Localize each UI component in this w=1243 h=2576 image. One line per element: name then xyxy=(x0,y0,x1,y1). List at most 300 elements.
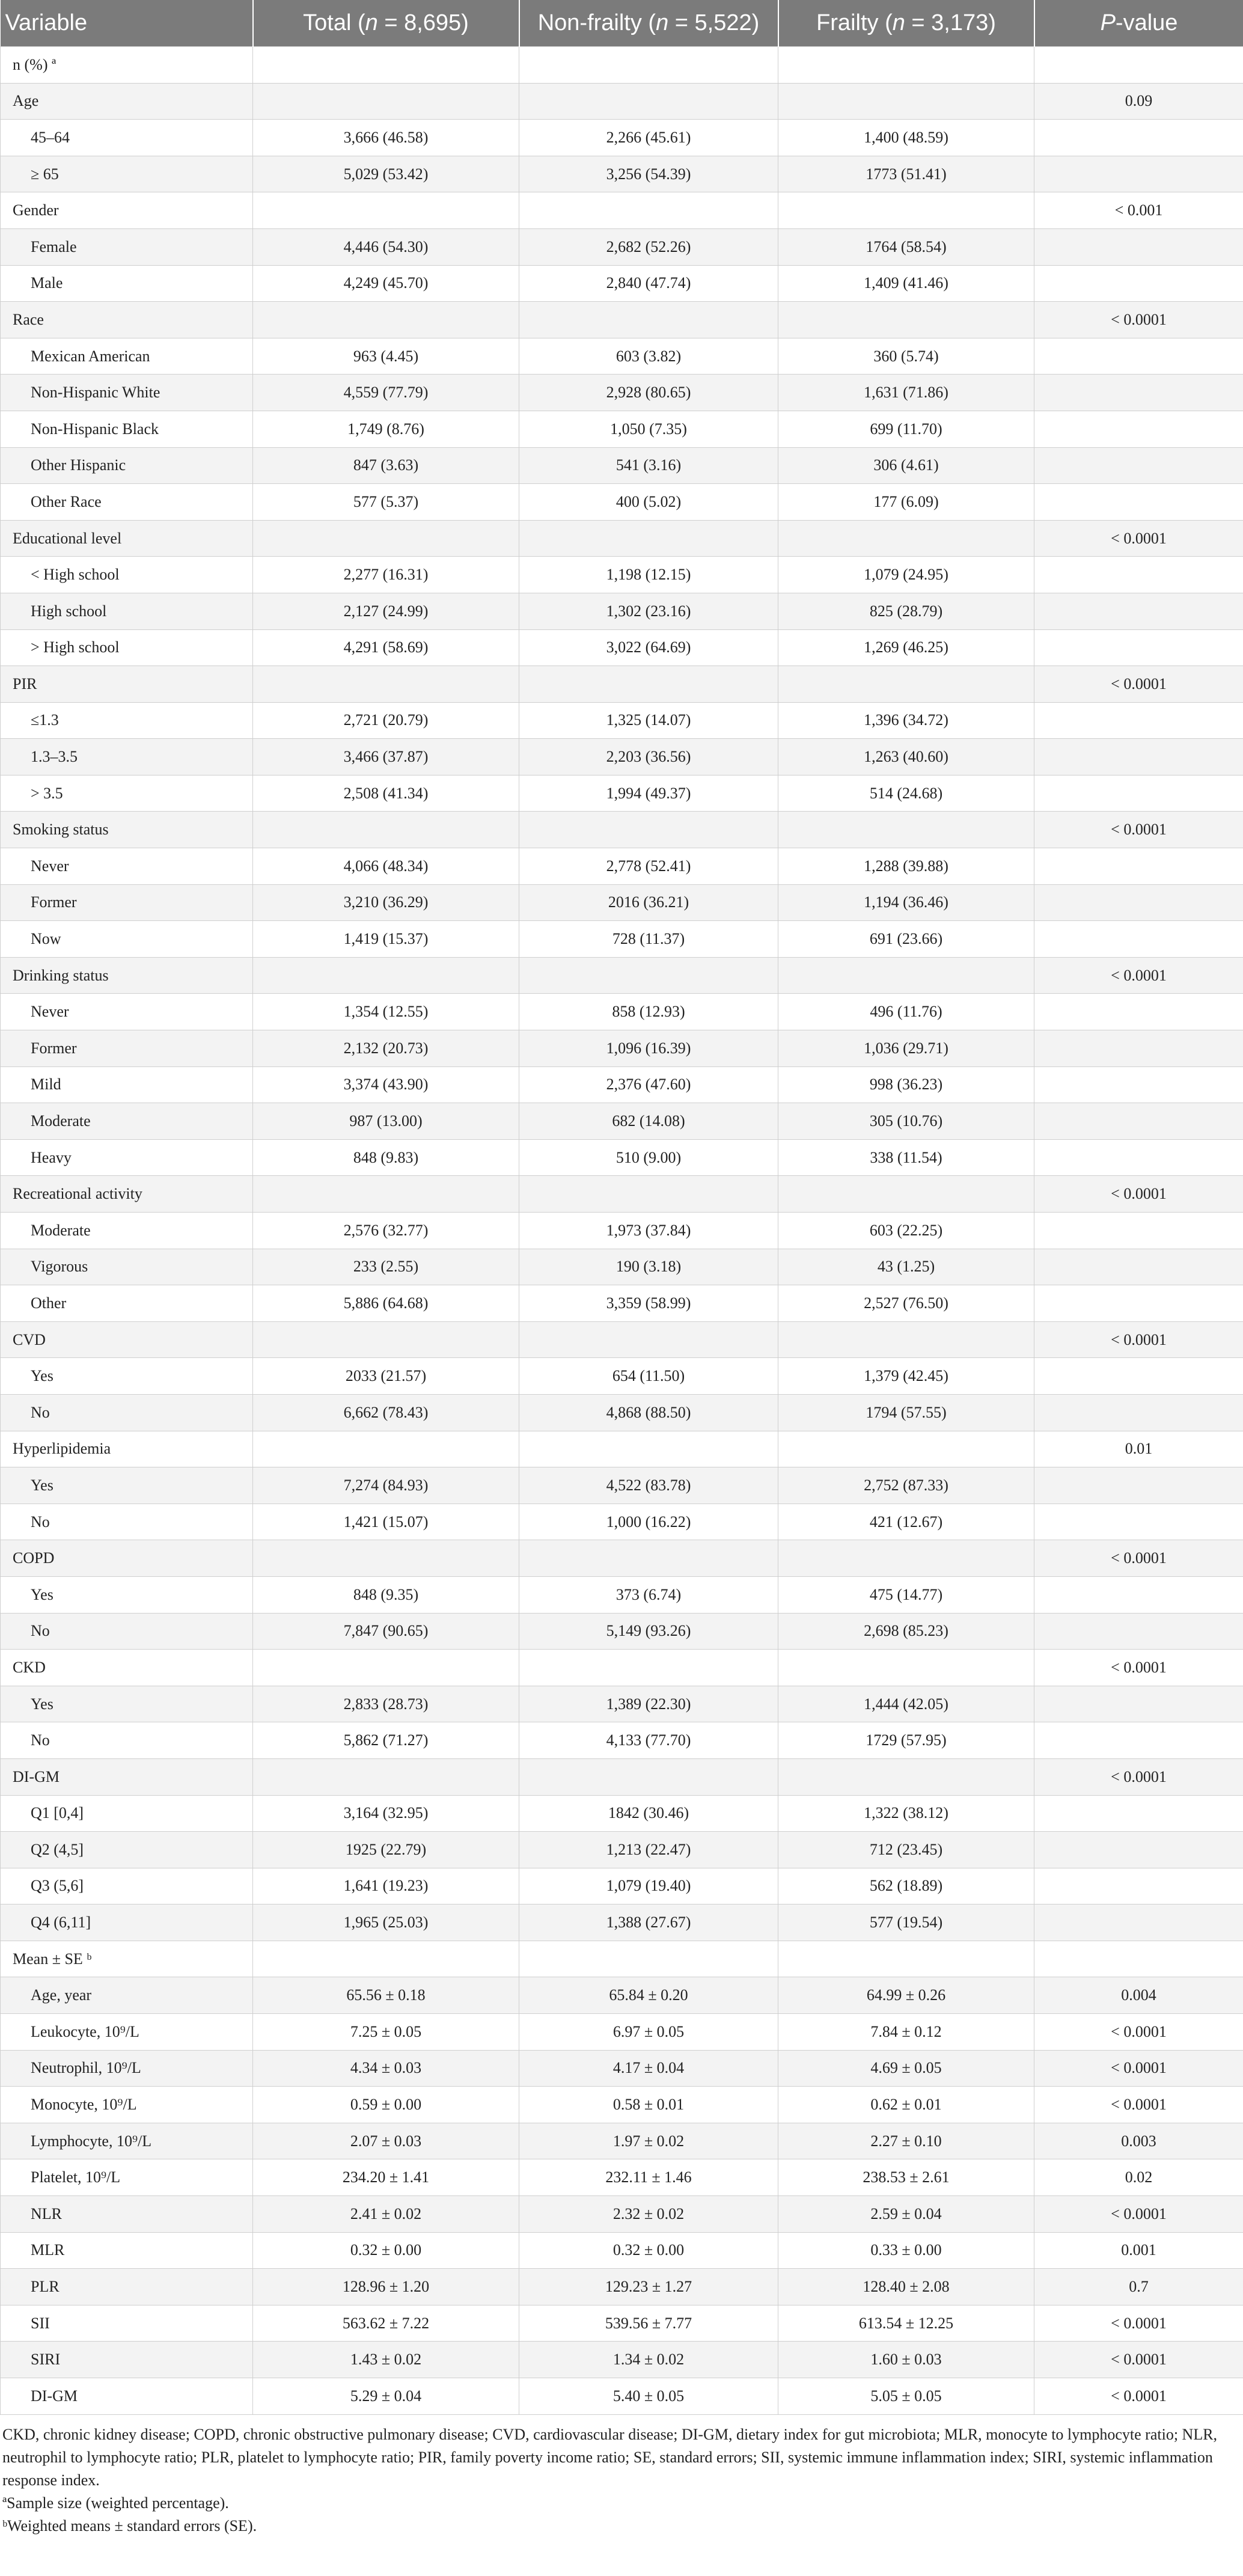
cell-total: 3,374 (43.90) xyxy=(253,1066,519,1103)
cell-p-value: < 0.001 xyxy=(1034,192,1243,229)
cell-frailty: 2,527 (76.50) xyxy=(778,1285,1034,1322)
cell-variable: Smoking status xyxy=(1,812,253,848)
cell-frailty: 1,036 (29.71) xyxy=(778,1030,1034,1067)
cell-non-frailty xyxy=(519,302,778,338)
footnote-a: ªSample size (weighted percentage). xyxy=(2,2494,229,2512)
cell-frailty: 577 (19.54) xyxy=(778,1904,1034,1941)
cell-p-value: < 0.0001 xyxy=(1034,2196,1243,2233)
cell-total: 3,666 (46.58) xyxy=(253,120,519,156)
cell-total: 3,210 (36.29) xyxy=(253,884,519,921)
cell-non-frailty: 1,096 (16.39) xyxy=(519,1030,778,1067)
cell-non-frailty: 858 (12.93) xyxy=(519,994,778,1030)
cell-frailty: 562 (18.89) xyxy=(778,1868,1034,1904)
cell-frailty xyxy=(778,47,1034,84)
cell-variable: Q3 (5,6] xyxy=(1,1868,253,1904)
cell-non-frailty: 1,325 (14.07) xyxy=(519,702,778,739)
table-row xyxy=(1,156,1243,192)
table-footnotes xyxy=(0,2423,1237,2538)
cell-total: 1,354 (12.55) xyxy=(253,994,519,1030)
cell-non-frailty: 4,522 (83.78) xyxy=(519,1467,778,1504)
cell-p-value: < 0.0001 xyxy=(1034,666,1243,703)
cell-frailty: 691 (23.66) xyxy=(778,921,1034,958)
cell-variable: PLR xyxy=(1,2269,253,2305)
cell-p-value xyxy=(1034,557,1243,593)
table-row xyxy=(1,265,1243,302)
cell-frailty: 1773 (51.41) xyxy=(778,156,1034,192)
cell-non-frailty: 6.97 ± 0.05 xyxy=(519,2014,778,2051)
cell-variable: Neutrophil, 10⁹/L xyxy=(1,2050,253,2087)
table-row xyxy=(1,1613,1243,1650)
cell-non-frailty: 190 (3.18) xyxy=(519,1249,778,1285)
cell-non-frailty xyxy=(519,666,778,703)
cell-frailty xyxy=(778,1941,1034,1977)
cell-frailty: 2,752 (87.33) xyxy=(778,1467,1034,1504)
cell-total: 987 (13.00) xyxy=(253,1103,519,1140)
cell-p-value xyxy=(1034,1941,1243,1977)
cell-non-frailty xyxy=(519,1321,778,1358)
cell-non-frailty xyxy=(519,1941,778,1977)
cell-total: 1925 (22.79) xyxy=(253,1832,519,1868)
cell-frailty: 613.54 ± 12.25 xyxy=(778,2305,1034,2342)
cell-p-value xyxy=(1034,1686,1243,1722)
cell-p-value: 0.09 xyxy=(1034,83,1243,120)
cell-frailty: 1.60 ± 0.03 xyxy=(778,2342,1034,2378)
cell-frailty: 5.05 ± 0.05 xyxy=(778,2378,1034,2415)
cell-non-frailty: 2,376 (47.60) xyxy=(519,1066,778,1103)
cell-p-value: 0.003 xyxy=(1034,2123,1243,2159)
cell-variable: Race xyxy=(1,302,253,338)
cell-non-frailty: 1842 (30.46) xyxy=(519,1795,778,1832)
cell-variable: Q2 (4,5] xyxy=(1,1832,253,1868)
cell-p-value: < 0.0001 xyxy=(1034,2305,1243,2342)
cell-variable: 1.3–3.5 xyxy=(1,739,253,776)
cell-frailty: 2.59 ± 0.04 xyxy=(778,2196,1034,2233)
cell-variable: DI-GM xyxy=(1,1758,253,1795)
cell-frailty: 1,269 (46.25) xyxy=(778,629,1034,666)
cell-total: 577 (5.37) xyxy=(253,484,519,521)
table-row xyxy=(1,1394,1243,1431)
cell-total: 128.96 ± 1.20 xyxy=(253,2269,519,2305)
cell-variable: SII xyxy=(1,2305,253,2342)
cell-total: 2033 (21.57) xyxy=(253,1358,519,1395)
cell-non-frailty: 4.17 ± 0.04 xyxy=(519,2050,778,2087)
cell-total: 2.07 ± 0.03 xyxy=(253,2123,519,2159)
cell-non-frailty: 2,840 (47.74) xyxy=(519,265,778,302)
table-row-group-header xyxy=(1,1321,1243,1358)
table-row xyxy=(1,1576,1243,1613)
cell-variable: Mean ± SE ᵇ xyxy=(1,1941,253,1977)
cell-non-frailty: 1,050 (7.35) xyxy=(519,411,778,447)
cell-non-frailty xyxy=(519,957,778,994)
cell-frailty: 514 (24.68) xyxy=(778,775,1034,812)
cell-variable: Yes xyxy=(1,1467,253,1504)
table-row xyxy=(1,2342,1243,2378)
table-row-group-header xyxy=(1,666,1243,703)
cell-total: 848 (9.35) xyxy=(253,1576,519,1613)
cell-p-value xyxy=(1034,447,1243,484)
cell-p-value xyxy=(1034,775,1243,812)
cell-frailty: 712 (23.45) xyxy=(778,1832,1034,1868)
cell-total: 4,446 (54.30) xyxy=(253,228,519,265)
table-row xyxy=(1,1904,1243,1941)
cell-frailty xyxy=(778,957,1034,994)
table-row xyxy=(1,921,1243,958)
table-row xyxy=(1,629,1243,666)
cell-p-value xyxy=(1034,1904,1243,1941)
cell-frailty: 1794 (57.55) xyxy=(778,1394,1034,1431)
header-variable: Variable xyxy=(1,0,253,47)
cell-non-frailty: 2.32 ± 0.02 xyxy=(519,2196,778,2233)
table-row-group-header xyxy=(1,1431,1243,1467)
table-row xyxy=(1,2087,1243,2123)
cell-frailty: 1,194 (36.46) xyxy=(778,884,1034,921)
cell-total: 65.56 ± 0.18 xyxy=(253,1977,519,2014)
cell-frailty xyxy=(778,1540,1034,1577)
cell-frailty xyxy=(778,520,1034,557)
cell-p-value: < 0.0001 xyxy=(1034,1540,1243,1577)
cell-non-frailty: 2016 (36.21) xyxy=(519,884,778,921)
header-non-frailty: Non-frailty (n = 5,522) xyxy=(519,0,778,47)
cell-total xyxy=(253,1758,519,1795)
cell-non-frailty xyxy=(519,1758,778,1795)
cell-total: 4,291 (58.69) xyxy=(253,629,519,666)
cell-p-value xyxy=(1034,1103,1243,1140)
cell-p-value: < 0.0001 xyxy=(1034,2378,1243,2415)
cell-total xyxy=(253,192,519,229)
cell-frailty: 1,322 (38.12) xyxy=(778,1795,1034,1832)
cell-total: 1.43 ± 0.02 xyxy=(253,2342,519,2378)
cell-total: 848 (9.83) xyxy=(253,1139,519,1176)
cell-total: 5,886 (64.68) xyxy=(253,1285,519,1322)
table-row xyxy=(1,228,1243,265)
cell-variable: n (%) ª xyxy=(1,47,253,84)
cell-variable: ≤1.3 xyxy=(1,702,253,739)
cell-p-value: < 0.0001 xyxy=(1034,1758,1243,1795)
cell-total: 7,847 (90.65) xyxy=(253,1613,519,1650)
header-p-value: P-value xyxy=(1034,0,1243,47)
cell-frailty: 4.69 ± 0.05 xyxy=(778,2050,1034,2087)
table-row xyxy=(1,1103,1243,1140)
cell-non-frailty: 1,198 (12.15) xyxy=(519,557,778,593)
table-row xyxy=(1,2123,1243,2159)
cell-non-frailty xyxy=(519,1540,778,1577)
cell-total: 2,127 (24.99) xyxy=(253,593,519,629)
cell-frailty: 1,396 (34.72) xyxy=(778,702,1034,739)
cell-frailty: 825 (28.79) xyxy=(778,593,1034,629)
table-row xyxy=(1,2050,1243,2087)
cell-total: 5,862 (71.27) xyxy=(253,1722,519,1759)
cell-variable: 45–64 xyxy=(1,120,253,156)
cell-frailty: 496 (11.76) xyxy=(778,994,1034,1030)
cell-variable: Male xyxy=(1,265,253,302)
table-row xyxy=(1,2014,1243,2051)
cell-p-value xyxy=(1034,1358,1243,1395)
cell-p-value: < 0.0001 xyxy=(1034,2342,1243,2378)
cell-non-frailty xyxy=(519,192,778,229)
table-row xyxy=(1,2378,1243,2415)
cell-total: 1,421 (15.07) xyxy=(253,1504,519,1540)
cell-non-frailty: 654 (11.50) xyxy=(519,1358,778,1395)
cell-non-frailty: 400 (5.02) xyxy=(519,484,778,521)
cell-frailty xyxy=(778,302,1034,338)
cell-p-value xyxy=(1034,702,1243,739)
table-body xyxy=(1,47,1243,2415)
cell-variable: > High school xyxy=(1,629,253,666)
cell-frailty: 7.84 ± 0.12 xyxy=(778,2014,1034,2051)
cell-frailty: 128.40 ± 2.08 xyxy=(778,2269,1034,2305)
cell-variable: Educational level xyxy=(1,520,253,557)
cell-variable: Q1 [0,4] xyxy=(1,1795,253,1832)
table-row xyxy=(1,1722,1243,1759)
cell-frailty xyxy=(778,1431,1034,1467)
cell-non-frailty: 4,868 (88.50) xyxy=(519,1394,778,1431)
cell-total: 7.25 ± 0.05 xyxy=(253,2014,519,2051)
header-frailty: Frailty (n = 3,173) xyxy=(778,0,1034,47)
table-row xyxy=(1,775,1243,812)
cell-p-value: 0.001 xyxy=(1034,2232,1243,2269)
cell-frailty: 0.62 ± 0.01 xyxy=(778,2087,1034,2123)
header-row xyxy=(1,0,1243,47)
cell-total: 2,277 (16.31) xyxy=(253,557,519,593)
cell-non-frailty: 373 (6.74) xyxy=(519,1576,778,1613)
cell-non-frailty: 2,266 (45.61) xyxy=(519,120,778,156)
cell-total xyxy=(253,1941,519,1977)
cell-frailty: 2,698 (85.23) xyxy=(778,1613,1034,1650)
cell-p-value xyxy=(1034,1504,1243,1540)
cell-total: 5,029 (53.42) xyxy=(253,156,519,192)
table-row xyxy=(1,1868,1243,1904)
cell-p-value: < 0.0001 xyxy=(1034,957,1243,994)
cell-frailty: 306 (4.61) xyxy=(778,447,1034,484)
cell-frailty: 1,288 (39.88) xyxy=(778,848,1034,885)
cell-frailty: 475 (14.77) xyxy=(778,1576,1034,1613)
cell-frailty xyxy=(778,1758,1034,1795)
cell-non-frailty: 4,133 (77.70) xyxy=(519,1722,778,1759)
cell-frailty: 305 (10.76) xyxy=(778,1103,1034,1140)
cell-variable: Female xyxy=(1,228,253,265)
cell-p-value xyxy=(1034,1285,1243,1322)
cell-total: 2,721 (20.79) xyxy=(253,702,519,739)
cell-total xyxy=(253,812,519,848)
table-row xyxy=(1,1213,1243,1249)
cell-total: 4.34 ± 0.03 xyxy=(253,2050,519,2087)
cell-total xyxy=(253,302,519,338)
table-row-group-header xyxy=(1,47,1243,84)
footnote-b: ᵇWeighted means ± standard errors (SE). xyxy=(2,2516,257,2535)
cell-variable: Never xyxy=(1,994,253,1030)
cell-total: 0.32 ± 0.00 xyxy=(253,2232,519,2269)
cell-total: 4,249 (45.70) xyxy=(253,265,519,302)
cell-p-value: < 0.0001 xyxy=(1034,812,1243,848)
cell-variable: Mexican American xyxy=(1,338,253,375)
table-row xyxy=(1,2232,1243,2269)
cell-total: 4,559 (77.79) xyxy=(253,375,519,411)
cell-non-frailty xyxy=(519,47,778,84)
cell-p-value xyxy=(1034,338,1243,375)
cell-non-frailty: 682 (14.08) xyxy=(519,1103,778,1140)
cell-frailty: 1,079 (24.95) xyxy=(778,557,1034,593)
cell-total: 6,662 (78.43) xyxy=(253,1394,519,1431)
cell-non-frailty: 3,022 (64.69) xyxy=(519,629,778,666)
cell-p-value xyxy=(1034,629,1243,666)
cell-variable: Drinking status xyxy=(1,957,253,994)
cell-frailty xyxy=(778,1650,1034,1686)
cell-variable: CKD xyxy=(1,1650,253,1686)
table-row xyxy=(1,375,1243,411)
cell-p-value xyxy=(1034,1213,1243,1249)
cell-variable: DI-GM xyxy=(1,2378,253,2415)
table-row xyxy=(1,2269,1243,2305)
cell-p-value xyxy=(1034,1722,1243,1759)
cell-frailty: 1,631 (71.86) xyxy=(778,375,1034,411)
cell-frailty: 998 (36.23) xyxy=(778,1066,1034,1103)
cell-p-value: < 0.0001 xyxy=(1034,1321,1243,1358)
cell-frailty xyxy=(778,1176,1034,1213)
cell-variable: Former xyxy=(1,884,253,921)
cell-p-value xyxy=(1034,484,1243,521)
cell-total xyxy=(253,666,519,703)
table-row xyxy=(1,484,1243,521)
header-total: Total (n = 8,695) xyxy=(253,0,519,47)
cell-total: 1,419 (15.37) xyxy=(253,921,519,958)
cell-frailty: 1,263 (40.60) xyxy=(778,739,1034,776)
cell-total: 3,466 (37.87) xyxy=(253,739,519,776)
cell-non-frailty: 2,682 (52.26) xyxy=(519,228,778,265)
cell-p-value: 0.01 xyxy=(1034,1431,1243,1467)
cell-non-frailty: 1,973 (37.84) xyxy=(519,1213,778,1249)
cell-variable: Moderate xyxy=(1,1103,253,1140)
table-row xyxy=(1,557,1243,593)
cell-variable: Other Race xyxy=(1,484,253,521)
cell-frailty: 238.53 ± 2.61 xyxy=(778,2159,1034,2196)
cell-variable: No xyxy=(1,1722,253,1759)
cell-non-frailty: 3,359 (58.99) xyxy=(519,1285,778,1322)
cell-total: 1,965 (25.03) xyxy=(253,1904,519,1941)
cell-p-value xyxy=(1034,1066,1243,1103)
cell-total: 2.41 ± 0.02 xyxy=(253,2196,519,2233)
table-row xyxy=(1,1030,1243,1067)
cell-p-value: < 0.0001 xyxy=(1034,2050,1243,2087)
table-row xyxy=(1,1066,1243,1103)
cell-p-value xyxy=(1034,1249,1243,1285)
cell-variable: Other Hispanic xyxy=(1,447,253,484)
cell-variable: Lymphocyte, 10⁹/L xyxy=(1,2123,253,2159)
cell-p-value xyxy=(1034,1613,1243,1650)
cell-frailty: 1729 (57.95) xyxy=(778,1722,1034,1759)
cell-p-value xyxy=(1034,921,1243,958)
cell-variable: NLR xyxy=(1,2196,253,2233)
cell-non-frailty: 1,213 (22.47) xyxy=(519,1832,778,1868)
cell-variable: High school xyxy=(1,593,253,629)
cell-variable: Other xyxy=(1,1285,253,1322)
cell-non-frailty: 2,203 (36.56) xyxy=(519,739,778,776)
table-row-group-header xyxy=(1,83,1243,120)
cell-non-frailty: 1.97 ± 0.02 xyxy=(519,2123,778,2159)
cell-non-frailty xyxy=(519,1431,778,1467)
table-row xyxy=(1,1139,1243,1176)
table-row xyxy=(1,994,1243,1030)
cell-frailty: 1,444 (42.05) xyxy=(778,1686,1034,1722)
cell-variable: No xyxy=(1,1394,253,1431)
cell-non-frailty: 1.34 ± 0.02 xyxy=(519,2342,778,2378)
cell-total: 2,576 (32.77) xyxy=(253,1213,519,1249)
cell-total: 7,274 (84.93) xyxy=(253,1467,519,1504)
table-row xyxy=(1,1977,1243,2014)
cell-non-frailty: 541 (3.16) xyxy=(519,447,778,484)
cell-non-frailty xyxy=(519,83,778,120)
cell-non-frailty: 129.23 ± 1.27 xyxy=(519,2269,778,2305)
cell-non-frailty xyxy=(519,1650,778,1686)
cell-non-frailty: 2,928 (80.65) xyxy=(519,375,778,411)
cell-p-value xyxy=(1034,1467,1243,1504)
cell-non-frailty: 5.40 ± 0.05 xyxy=(519,2378,778,2415)
cell-total xyxy=(253,47,519,84)
cell-total xyxy=(253,1650,519,1686)
cell-p-value: < 0.0001 xyxy=(1034,520,1243,557)
table-row xyxy=(1,1795,1243,1832)
cell-frailty: 699 (11.70) xyxy=(778,411,1034,447)
cell-total: 233 (2.55) xyxy=(253,1249,519,1285)
cell-frailty xyxy=(778,666,1034,703)
cell-frailty: 0.33 ± 0.00 xyxy=(778,2232,1034,2269)
cell-variable: Hyperlipidemia xyxy=(1,1431,253,1467)
cell-variable: Former xyxy=(1,1030,253,1067)
cell-p-value xyxy=(1034,848,1243,885)
cell-p-value xyxy=(1034,1868,1243,1904)
table-row-group-header xyxy=(1,1650,1243,1686)
cell-frailty: 1764 (58.54) xyxy=(778,228,1034,265)
cell-variable: Yes xyxy=(1,1576,253,1613)
table-row xyxy=(1,1832,1243,1868)
cell-p-value: 0.004 xyxy=(1034,1977,1243,2014)
cell-total: 3,164 (32.95) xyxy=(253,1795,519,1832)
table-row xyxy=(1,1686,1243,1722)
cell-frailty: 1,379 (42.45) xyxy=(778,1358,1034,1395)
cell-non-frailty: 3,256 (54.39) xyxy=(519,156,778,192)
cell-p-value: < 0.0001 xyxy=(1034,2087,1243,2123)
cell-variable: Vigorous xyxy=(1,1249,253,1285)
table-row-group-header xyxy=(1,812,1243,848)
cell-variable: Yes xyxy=(1,1358,253,1395)
table-row xyxy=(1,593,1243,629)
cell-variable: Age, year xyxy=(1,1977,253,2014)
cell-p-value xyxy=(1034,265,1243,302)
cell-frailty: 177 (6.09) xyxy=(778,484,1034,521)
cell-non-frailty: 0.32 ± 0.00 xyxy=(519,2232,778,2269)
table-row-group-header xyxy=(1,957,1243,994)
table-row xyxy=(1,848,1243,885)
cell-variable: Non-Hispanic Black xyxy=(1,411,253,447)
table-row xyxy=(1,2305,1243,2342)
cell-frailty: 1,409 (41.46) xyxy=(778,265,1034,302)
cell-non-frailty: 510 (9.00) xyxy=(519,1139,778,1176)
table-row xyxy=(1,702,1243,739)
table-row xyxy=(1,447,1243,484)
table-row-group-header xyxy=(1,1540,1243,1577)
cell-p-value xyxy=(1034,375,1243,411)
cell-variable: Age xyxy=(1,83,253,120)
cell-total xyxy=(253,520,519,557)
cell-variable: Non-Hispanic White xyxy=(1,375,253,411)
cell-total xyxy=(253,1176,519,1213)
cell-p-value: < 0.0001 xyxy=(1034,302,1243,338)
cell-variable: < High school xyxy=(1,557,253,593)
cell-frailty: 360 (5.74) xyxy=(778,338,1034,375)
cell-frailty: 421 (12.67) xyxy=(778,1504,1034,1540)
cell-non-frailty: 1,389 (22.30) xyxy=(519,1686,778,1722)
cell-total: 0.59 ± 0.00 xyxy=(253,2087,519,2123)
table-row xyxy=(1,2159,1243,2196)
